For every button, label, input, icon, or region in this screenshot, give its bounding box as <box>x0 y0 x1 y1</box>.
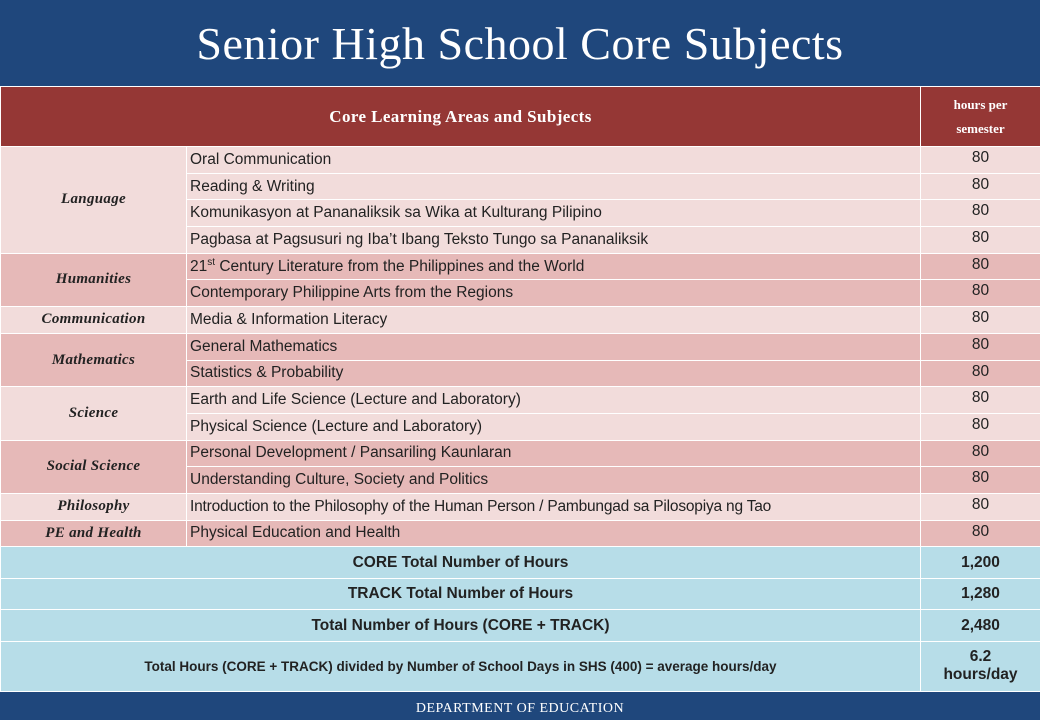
subject-hours: 80 <box>921 280 1040 307</box>
summary-core-value: 1,200 <box>921 547 1040 579</box>
area-humanities: Humanities <box>1 253 187 306</box>
summary-total-value: 2,480 <box>921 610 1040 642</box>
summary-total-label: Total Number of Hours (CORE + TRACK) <box>1 610 921 642</box>
summary-row-average <box>1 641 1040 691</box>
summary-average-number: 6.2 <box>969 648 992 666</box>
summary-row-core <box>1 547 1040 579</box>
subject-hours: 80 <box>921 173 1040 200</box>
subject-name: Personal Development / Pansariling Kaunlaran <box>187 440 921 467</box>
table-row <box>1 440 1040 467</box>
summary-core-label: CORE Total Number of Hours <box>1 547 921 579</box>
table-header-row <box>1 87 1040 147</box>
table-row <box>1 333 1040 360</box>
summary-row-total <box>1 610 1040 642</box>
header-hours-line2: semester <box>956 120 1005 136</box>
subject-name: Physical Science (Lecture and Laboratory) <box>187 413 921 440</box>
table-row <box>1 147 1040 174</box>
table-row <box>1 253 1040 280</box>
summary-track-label: TRACK Total Number of Hours <box>1 578 921 610</box>
subject-name: Earth and Life Science (Lecture and Laboratory) <box>187 387 921 414</box>
area-pe-and-health: PE and Health <box>1 520 187 547</box>
subject-hours: 80 <box>921 520 1040 547</box>
footer-department: DEPARTMENT OF EDUCATION <box>415 701 625 716</box>
area-language: Language <box>1 147 187 254</box>
table-row <box>1 387 1040 414</box>
subject-hours: 80 <box>921 333 1040 360</box>
core-subjects-table <box>0 86 1040 692</box>
area-social-science: Social Science <box>1 440 187 493</box>
summary-row-track <box>1 578 1040 610</box>
summary-average-label: Total Hours (CORE + TRACK) divided by Number of School Days in SHS (400) = average hours/day <box>1 641 921 691</box>
subject-name: Contemporary Philippine Arts from the Regions <box>187 280 921 307</box>
subject-hours: 80 <box>921 387 1040 414</box>
subject-hours: 80 <box>921 493 1040 520</box>
area-mathematics: Mathematics <box>1 333 187 386</box>
subject-name: General Mathematics <box>187 333 921 360</box>
subject-hours: 80 <box>921 440 1040 467</box>
summary-track-value: 1,280 <box>921 578 1040 610</box>
subject-name: Reading & Writing <box>187 173 921 200</box>
subject-name: Pagbasa at Pagsusuri ng Iba’t Ibang Teksto Tungo sa Pananaliksik <box>187 227 921 254</box>
subject-hours: 80 <box>921 360 1040 387</box>
subject-hours: 80 <box>921 307 1040 334</box>
subject-name: Physical Education and Health <box>187 520 921 547</box>
table-row <box>1 493 1040 520</box>
subject-hours: 80 <box>921 253 1040 280</box>
subject-name: Media & Information Literacy <box>187 307 921 334</box>
table-row <box>1 307 1040 334</box>
header-hours-line1: hours per <box>953 96 1008 112</box>
summary-average-value <box>921 641 1040 691</box>
page-title: Senior High School Core Subjects <box>196 17 844 69</box>
area-science: Science <box>1 387 187 440</box>
subject-name-prefix: 21 <box>190 257 208 275</box>
subject-hours: 80 <box>921 200 1040 227</box>
subject-hours: 80 <box>921 413 1040 440</box>
area-communication: Communication <box>1 307 187 334</box>
summary-average-unit: hours/day <box>943 666 1018 684</box>
subject-hours: 80 <box>921 227 1040 254</box>
subject-name: Oral Communication <box>187 147 921 174</box>
subject-name: Introduction to the Philosophy of the Human Person / Pambungad sa Pilosopiya ng Tao <box>187 493 921 520</box>
header-core-learning-areas: Core Learning Areas and Subjects <box>1 87 921 147</box>
subject-name-rest: Century Literature from the Philippines and the World <box>215 257 585 275</box>
subject-name <box>187 253 921 280</box>
subject-name-sup: st <box>207 256 216 268</box>
subject-name: Komunikasyon at Pananaliksik sa Wika at Kulturang Pilipino <box>187 200 921 227</box>
table-row <box>1 520 1040 547</box>
area-philosophy: Philosophy <box>1 493 187 520</box>
header-hours-per-semester <box>921 87 1040 147</box>
subject-name: Understanding Culture, Society and Politics <box>187 467 921 494</box>
subject-hours: 80 <box>921 467 1040 494</box>
subject-hours: 80 <box>921 147 1040 174</box>
subject-name: Statistics & Probability <box>187 360 921 387</box>
